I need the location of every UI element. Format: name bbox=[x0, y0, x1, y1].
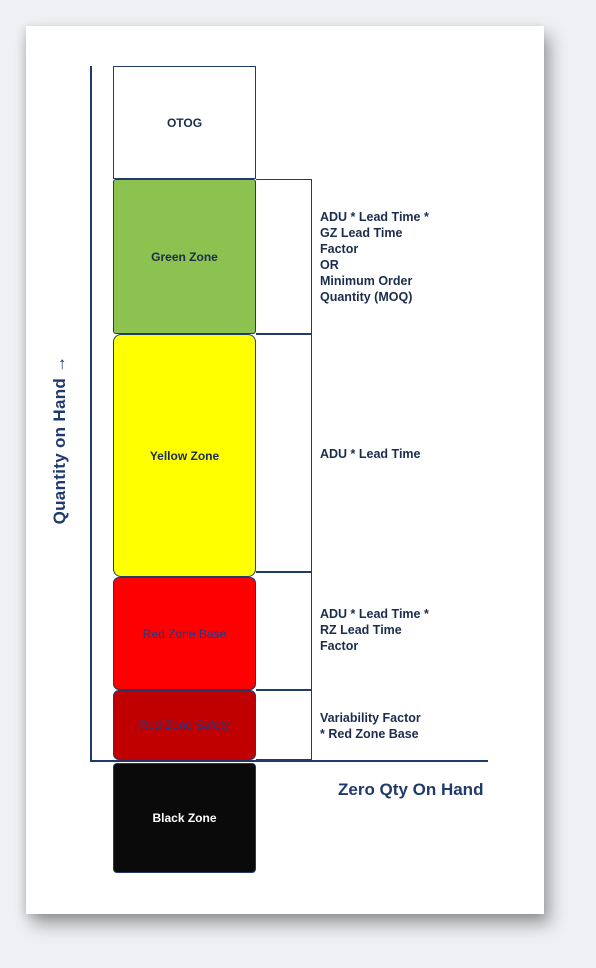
y-axis-label: Quantity on Hand → bbox=[50, 355, 69, 525]
formula-line: Minimum Order bbox=[320, 274, 413, 288]
red-zone-base bbox=[113, 577, 256, 690]
red-zone-base-formula bbox=[320, 606, 470, 654]
red-zone-safety-formula bbox=[320, 710, 470, 742]
formula-line: Factor bbox=[320, 639, 359, 653]
yellow-zone-bracket bbox=[266, 334, 312, 572]
green-zone-label: Green Zone bbox=[151, 249, 218, 264]
red-zone-base-label: Red Zone Base bbox=[142, 626, 227, 641]
yellow-zone bbox=[113, 334, 256, 577]
black-zone bbox=[113, 763, 256, 873]
red-zone-safety-label: Red Zone Safety bbox=[139, 718, 230, 732]
formula-line: ADU * Lead Time * bbox=[320, 210, 429, 224]
y-axis-line bbox=[90, 66, 92, 762]
formula-line: OR bbox=[320, 258, 339, 272]
red-zone-safety-bracket bbox=[266, 690, 312, 760]
formula-line: Variability Factor bbox=[320, 711, 421, 725]
formula-line: * Red Zone Base bbox=[320, 727, 419, 741]
black-zone-label: Black Zone bbox=[152, 811, 217, 825]
formula-line: Factor bbox=[320, 242, 359, 256]
x-axis-line bbox=[90, 760, 488, 762]
otog-zone-label: OTOG bbox=[166, 115, 203, 130]
formula-line: ADU * Lead Time * bbox=[320, 607, 429, 621]
otog-zone bbox=[113, 66, 256, 179]
green-zone-bracket bbox=[266, 179, 312, 334]
red-zone-base-bracket bbox=[266, 572, 312, 690]
formula-line: GZ Lead Time bbox=[320, 226, 403, 240]
red-zone-safety bbox=[113, 690, 256, 760]
green-zone-formula bbox=[320, 209, 470, 305]
yellow-zone-label: Yellow Zone bbox=[149, 448, 220, 463]
yellow-zone-formula bbox=[320, 446, 470, 462]
x-axis-label: Zero Qty On Hand bbox=[338, 780, 484, 799]
formula-line: Quantity (MOQ) bbox=[320, 290, 413, 304]
green-zone bbox=[113, 179, 256, 334]
formula-line: ADU * Lead Time bbox=[320, 447, 421, 461]
formula-line: RZ Lead Time bbox=[320, 623, 402, 637]
